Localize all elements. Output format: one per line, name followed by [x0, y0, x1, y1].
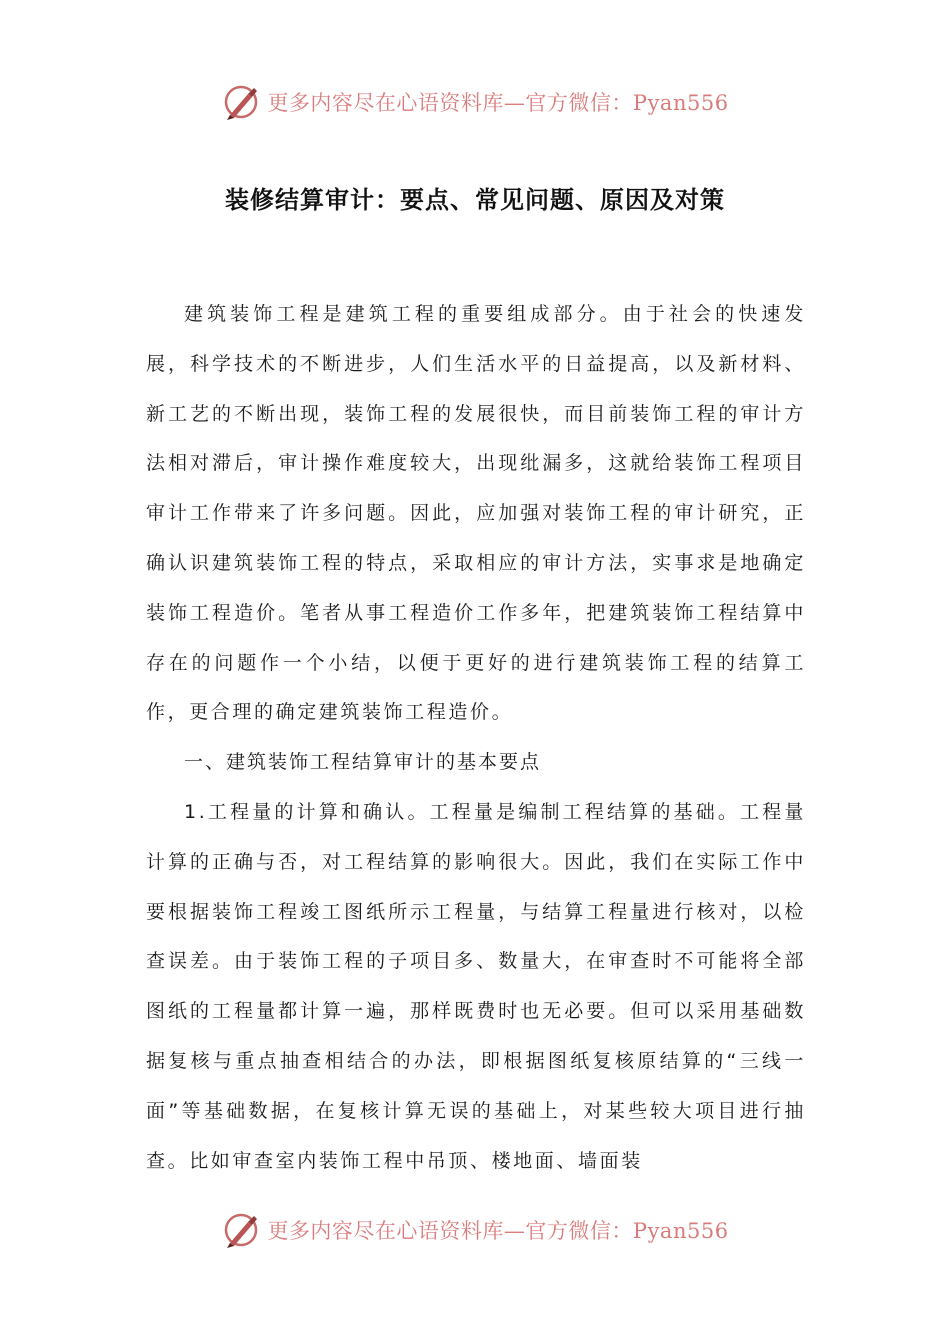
pen-logo-icon	[221, 1210, 261, 1250]
document-body	[146, 290, 806, 1186]
footer-banner	[0, 1208, 950, 1252]
section-heading: 一、建筑装饰工程结算审计的基本要点	[184, 751, 542, 774]
point-1-paragraph: 1.工程量的计算和确认。工程量是编制工程结算的基础。工程量计算的正确与否，对工程结算的影响很大。因此，我们在实际工作中要根据装饰工程竣工图纸所示工程量，与结算工程量进行核对，以检查误差。由于装饰工程的子项目多、数量大，在审查时不可能将全部图纸的工程量都计算一遍，那样既费时也无必要。但可以采用基础数据复核与重点抽查相结合的办法，即根据图纸复核原结算的“三线一面”等基础数据，在复核计算无误的基础上，对某些较大项目进行抽查。比如审查室内装饰工程中吊顶、楼地面、墙面装	[146, 800, 806, 1172]
header-banner	[0, 80, 950, 124]
pen-logo-icon	[221, 82, 261, 122]
intro-paragraph: 建筑装饰工程是建筑工程的重要组成部分。由于社会的快速发展，科学技术的不断进步，人们生活水平的日益提高，以及新材料、新工艺的不断出现，装饰工程的发展很快，而目前装饰工程的审计方法相对滞后，审计操作难度较大，出现纰漏多，这就给装饰工程项目审计工作带来了许多问题。因此，应加强对装饰工程的审计研究，正确认识建筑装饰工程的特点，采取相应的审计方法，实事求是地确定装饰工程造价。笔者从事工程造价工作多年，把建筑装饰工程结算中存在的问题作一个小结，以便于更好的进行建筑装饰工程的结算工作，更合理的确定建筑装饰工程造价。	[146, 303, 806, 724]
banner-text: 更多内容尽在心语资料库—官方微信：Pyan556	[267, 91, 729, 115]
banner-text: 更多内容尽在心语资料库—官方微信：Pyan556	[267, 1219, 729, 1243]
document-title: 装修结算审计：要点、常见问题、原因及对策	[225, 185, 725, 214]
